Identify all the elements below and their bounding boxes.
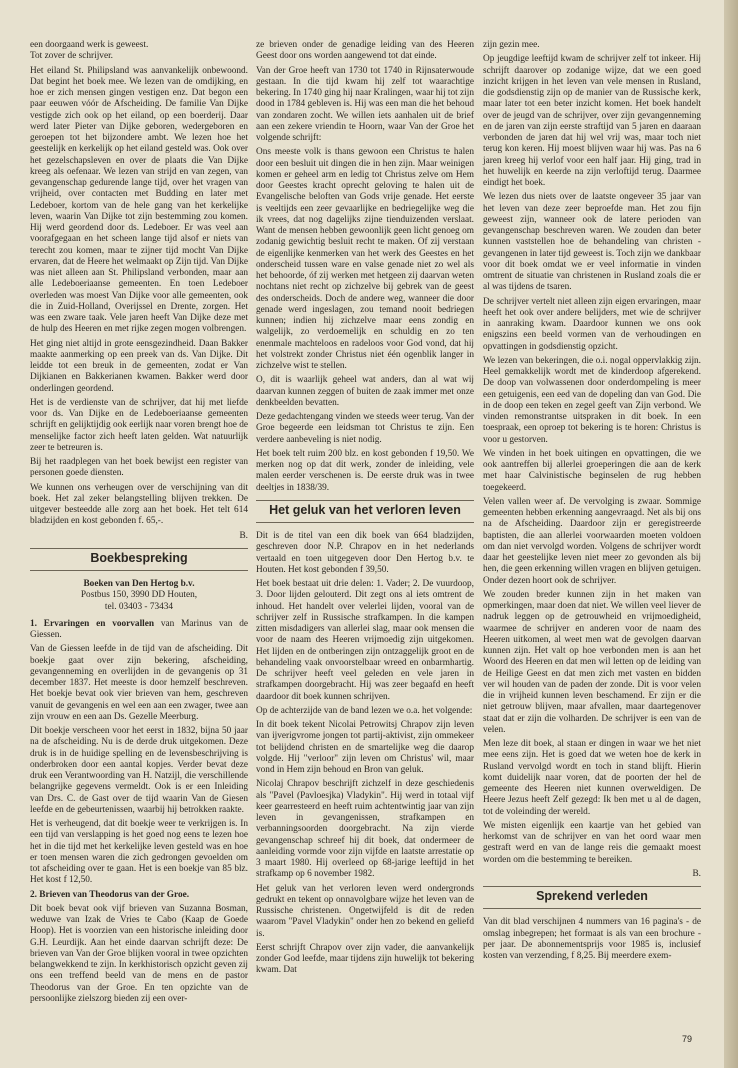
page-spine-edge: [724, 0, 738, 1068]
review-item-1-title: 1. Ervaringen en voorvallen: [30, 618, 155, 629]
paragraph: Van dit blad verschijnen 4 nummers van 16 pagina's - de omslag inbegrepen; het formaat is als van een brochure - per jaar. De abonnementsprijs voor 1985 is, inclusief kosten van verzending, f 8,25. Bij meerdere exem-: [483, 917, 701, 961]
publisher-address: Postbus 150, 3990 DD Houten,: [80, 590, 198, 601]
paragraph: ze brieven onder de genadige leiding van des Heeren Geest door ons worden aangewend tot dat einde.: [256, 40, 474, 62]
paragraph: We misten eigenlijk een kaartje van het gebied van herkomst van de schrijver en van het oord waar men gestraft werd en van de lange reis die gemaakt moest worden om die bestemming te bereiken.: [483, 820, 701, 865]
paragraph: Het geluk van het verloren leven werd ondergronds gedrukt en tekent op onnavolgbare wijze het leven van de Russische christenen. Ongetwijfeld is dit de reden waarom "Pavel Vladykin" onder hen zo bekend en geliefd is.: [256, 883, 474, 939]
review-item-1: [30, 619, 248, 642]
paragraph: Ons meeste volk is thans gewoon een Christus te halen door een besluit uit dingen die in hen zijn. Maar weinigen komen er geheel arm en ledig tot Christus zelve om Hem door Geestes kracht oprecht geloving te halen uit de Evangelische beloften van Gods vrije genade. Het eerste is veeltijds een zeer gevaarlijke en bedriegelijke weg die ik vrees, dat nog dagelijks zijne tienduizenden verslaat. Want de mensen hebben gewoonlijk geen licht genoeg om zodanig gewichtig besluit recht te maken. Of zij verstaan de eigenlijke kenmerken van het werk des Geestes en het onderscheid tussen ware en valse genade niet zo wel als het behoorde, óf zij werken met hetgeen zij daarvan weten nochtans niet recht op zichzelve bij gebrek van de geest des onderscheids. Doch de andere weg, wanneer die door genade werd ingeslagen, zou temand nooit bedriegen kunnen; indien hij zichzelve maar eens zondig en walgelijk, zo verdoemelijk en schuldig en zo ten enenmale machteloos en radeloos voor God vond, dat hij het volstrekt zonder Christus niet één ogenblik langer in zichzelve wist te stellen.: [256, 147, 474, 371]
paragraph: Dit boek bevat ook vijf brieven van Suzanna Bosman, weduwe van Izak de Vries te Cabo (Kaap de Goede Hoop). Het is voorzien van een historische inleiding door G.H. Leurdijk. Aan het einde daarvan schrijft deze: De brieven van Van der Groe blijken vooral in twee opzichten belangwekkend te zijn. In kerkhistorisch opzicht geven zij ons een treffend beeld van de mens en de pastor Theodorus van der Groe. En ten opzichte van de persoonlijke zielszorg bieden zij een over-: [30, 903, 248, 1004]
review-item-2: [30, 890, 248, 901]
paragraph: Het boek bestaat uit drie delen: 1. Vader; 2. De vuurdoop, 3. Door lijden gelouterd. Dit zegt ons al iets omtrent de inhoud. Het handelt over velerlei lijden, vooral van de schrijver zelf in Russische strafkampen. In die kampen zitten misdadigers van allerlei slag, maar ook mensen die voor de naam des Heeren vrijmoedig zijn uitgekomen. Het lijden en de ontberingen zijn ontzaggelijk groot en de behandeling vaak onvoorstelbaar wreed en onbarmhartig. De schrijver heeft veel geleden en vele jaren in strafkampen doorgebracht. Hij was zeer begaafd en heeft daardoor dit boek kunnen schrijven.: [256, 579, 474, 702]
paragraph: Dit is de titel van een dik boek van 664 bladzijden, geschreven door N.P. Chrapov en in het nederlands vertaald en toen uitgegeven door Den Hertog b.v. te Houten. Het kost gebonden f 39,50.: [256, 531, 474, 575]
paragraph: Het ging niet altijd in grote eensgezindheid. Daan Bakker maakte aanmerking op een preek van ds. Van Dijke. Dit leidde tot een breuk in de gemeenten, zodat er Van Dijkianen en Bakkerianen kwamen. Bakker werd door onderlingen geordend.: [30, 338, 248, 394]
paragraph: We kunnen ons verheugen over de verschijning van dit boek. Het zal zeker belangstelling blijven trekken. De uitgever besteedde alle zorg aan het boek. Het telt 614 bladzijden en kost gebonden f. 65,-.: [30, 482, 248, 527]
signature: B.: [692, 868, 701, 879]
paragraph: O, dit is waarlijk geheel wat anders, dan al wat wij daarvan kunnen zeggen of buiten de zaak immer met onze denkbeelden bevatten.: [256, 375, 474, 408]
paragraph: een doorgaand werk is geweest. Tot zover de schrijver.: [30, 40, 149, 62]
paragraph: Van der Groe heeft van 1730 tot 1740 in Rijnsaterwoude gestaan. In die tijd kwam hij zelf tot waarachtige bekering. In 1740 ging hij naar Kralingen, waar hij tot zijn dood in 1784 gebleven is. Hij was een man die het behoud van zondaren zocht. We willen iets aanhalen uit de brief aan een zekere vriendin te Hoorn, waar Van der Groe het volgende schrijft:: [256, 65, 474, 143]
paragraph: We lezen dus niets over de laatste ongeveer 35 jaar van het leven van deze zeer beproefde man. Het zou fijn geweest zijn, wanneer ook de latere perioden van gevangenschap beschreven waren. We zouden dan beter kunnen vaststellen hoe de behandeling van christen - gevangenen in later tijd geweest is. Toch zijn we dankbaar voor dit boek omdat we er veel informatie in vinden omtrent de situatie van christenen in Rusland zoals die er al was tijdens de tsaren.: [483, 192, 701, 293]
paragraph: Het is verheugend, dat dit boekje weer te verkrijgen is. In een tijd van verslapping is het goed nog eens te lezen hoe het in die tijd met het kerkelijke leven gesteld was en hoe er toen mensen waren die zich gedrongen gevoelden om tot afscheiding over te gaan. Het is een boekje van 85 blz. Het kost f 12,50.: [30, 819, 248, 886]
paragraph: Het is de verdienste van de schrijver, dat hij met liefde voor ds. Van Dijke en de Ledeboeriaanse gemeenten schrijft en gelijktijdig ook eerlijk naar voren brengt hoe de menselijke factor zich heeft laten gelden. Wat natuurlijk zeer te betreuren is.: [30, 397, 248, 453]
paragraph: Op jeugdige leeftijd kwam de schrijver zelf tot inkeer. Hij schrijft daarover op zodanige wijze, dat we een goed inzicht krijgen in het leven van vele mensen in Rusland, die godsdienstig zijn op de manier van de Russische kerk, maar later tot een beter inzicht komen. Het boek handelt over de jeugd van de schrijver, over zijn gevangenneming en de jaren van zijn eerste straftijd van 5 jaren en daaraan verbonden de jaren dat hij wel vrij was, maar toch niet terug kon keren. Hij moest blijven waar hij was. Pas na 6 jaren kreeg hij verlof voor een half jaar. Hij ging, trad in het huwelijk en keerde na zijn verloftijd terug. Daarmee eindigt het boek.: [483, 54, 701, 188]
signature: B.: [239, 530, 248, 541]
column-middle: [256, 40, 474, 980]
paragraph: Eerst schrijft Chrapov over zijn vader, die aanvankelijk zonder God leefde, maar tijdens zijn huwelijk tot bekering kwam. Dat: [256, 942, 474, 976]
section-title-boekbespreking: Boekbespreking: [30, 548, 248, 571]
paragraph: De schrijver vertelt niet alleen zijn eigen ervaringen, maar heeft het ook over andere belijders, met wie de schrijver in aanraking kwam. Daardoor kunnen we ons ook enigszins een beeld vormen van de verhoudingen en opvattingen in godsdienstig opzicht.: [483, 296, 701, 352]
paragraph: Het boek telt ruim 200 blz. en kost gebonden f 19,50. We merken nog op dat dit werk, zonder de inleiding, vele malen eerder verschenen is. De eerste druk was in twee deeltjes in 1838/39.: [256, 448, 474, 493]
paragraph: Dit boekje verscheen voor het eerst in 1832, bijna 50 jaar na de afscheiding. Nu is de derde druk uitgekomen. Deze druk is in de huidige spelling en de levensbeschrijving is onderbroken door een aantal kopjes. Verder bevat deze druk een Verantwoording van H. Natzijl, die verschillende belangrijke gegevens vermeldt. Ook is er een Inleiding van Drs. C. de Gast over de tijd waarin Van de Giesen leefde en de gebeurtenissen, waarbij hij betrokken raakte.: [30, 726, 248, 815]
review-item-2-title: 2. Brieven van Theodorus van der Groe.: [30, 889, 190, 900]
column-left: [30, 40, 248, 1008]
section-title-sprekend-verleden: Sprekend verleden: [483, 886, 701, 909]
publisher-block: [30, 579, 248, 613]
paragraph: Bij het raadplegen van het boek bewijst een register van personen goede diensten.: [30, 457, 248, 479]
publisher-phone: tel. 03403 - 73434: [104, 601, 174, 612]
paragraph: zijn gezin mee.: [483, 40, 540, 50]
page-number: 79: [681, 1034, 692, 1044]
publisher-name: Boeken van Den Hertog b.v.: [83, 579, 195, 589]
paragraph: Van de Giessen leefde in de tijd van de afscheiding. Dit boekje gaat over zijn bekering, afscheiding, gevangenneming en overlijden in de gevangenis op 31 december 1837. Het meeste is door hemzelf beschreven. Het boekje bevat ook vier brieven van hem, geschreven vanuit de gevangenis en wel een aan een zwager, twee aan zijn vrouw en een aan Ds. Gezelle Meerburg.: [30, 644, 248, 722]
section-title-geluk: Het geluk van het verloren leven: [256, 500, 474, 523]
paragraph: We zouden breder kunnen zijn in het maken van opmerkingen, maar doen dat niet. We willen veel liever de nadruk leggen op de getrouwheid en vrijmoedigheid, waarmee de schrijver en anderen voor de naam des Heeren uitkomen, al weet men wat de gevolgen daarvan kunnen zijn. Het valt op hoe verbonden men is aan het Woord des Heeren en dat men wil letten op de leiding van de Heilige Geest en dat men zich met vasten en bidden ver wil houden van de paden der zonde. Dit is voor velen die in vrijheid kunnen leven beschamend. Er zijn er die niet getrouw blijven, maar afvallen, maar daartegenover staat dat er zijn die volharden. De schrijver is een van de velen.: [483, 589, 701, 735]
review-item-1-author: van Marinus van de Giessen.: [30, 618, 248, 640]
paragraph: Deze gedachtengang vinden we steeds weer terug. Van der Groe begeerde een leidsman tot Christus te zijn. Een verdere aanbeveling is niet nodig.: [256, 412, 474, 445]
paragraph: We vinden in het boek uitingen en opvattingen, die we ook aantreffen bij allerlei groeperingen die aan de kerk met haar Calvinistische beginselen de rug hebben toegekeerd.: [483, 448, 701, 493]
column-right: [483, 40, 701, 965]
paragraph: Nicolaj Chrapov beschrijft zichzelf in deze geschiedenis als "Pavel (Pavloesjka) Vladykin". Hij werd in totaal vijf keer gearresteerd en heeft ruim achtentwintig jaar van zijn leven in gevangenissen, strafkampen en verbanningsoorden doorgebracht. Na zijn vierde gevangenschap schreef hij dit boek, dat ondermeer de aanleiding vormde voor zijn vijfde en laatste arrestatie op 3 maart 1980. Hij overleed op 68-jarige leeftijd in het strafkamp op 6 november 1982.: [256, 779, 474, 880]
paragraph: We lezen van bekeringen, die o.i. nogal oppervlakkig zijn. Heel gemakkelijk wordt met de kinderdoop afgerekend. De doop van volwassenen door onderdompeling is meer een getuigenis, een eed van de dopeling dan van God. Die in de doop een teken en zegel geeft van Zijn verbond. We vinden remonstrantse uitspraken in dit boek. In een toespraak, een oproep tot bekering is te horen: Christus is voor u gestorven.: [483, 355, 701, 445]
paragraph: Velen vallen weer af. De vervolging is zwaar. Sommige gemeenten hebben erkenning aangevraagd. Net als bij ons na de Afscheiding. Daardoor zijn er geregistreerde baptisten, die aan allerlei voorwaarden moeten voldoen om dan niet vervolgd worden. Volgens de schrijver wordt daar het geestelijke leven niet meer zo gevonden als bij hen, die geen erkenning willen vragen en blijven getuigen. Onder dezen hoort ook de schrijver.: [483, 496, 701, 586]
paragraph: Op de achterzijde van de band lezen we o.a. het volgende:: [256, 705, 473, 716]
paragraph: Men leze dit boek, al staan er dingen in waar we het niet mee eens zijn. Het is goed dat we weten hoe de kerk in Rusland vervolgd wordt en toch in stand blijft. Hierin komt duidelijk naar voren, dat de poorten der hel de gemeente des Heeren niet kunnen overweldigen. De Heere Jezus heeft Zelf gezegd: Ik ben met u al de dagen, tot de voleinding der wereld.: [483, 739, 701, 817]
paragraph: Het eiland St. Philipsland was aanvankelijk onbewoond. Dat begint het boek mee. We lezen van de omdijking, en hoe er zich mensen gingen vestigen enz. Dat begon een paar eeuwen vóór de Afscheiding. De familie Van Dijke vestigde zich ook op het eiland, op een boerderij. Daar werd later Pieter van Dijke geboren, wedergeboren en geroepen tot het bijzondere ambt. We lezen hoe het geestelijk en kerkelijk op het eiland gesteld was. Ook over het gezelschapsleven en over de plaats die Van Dijke kreeg als oefenaar. We lezen van strijd en van zegen, van gevangenschap gedurende lange tijd, over het vragen van vrijheid, over contacten met Budding en later met Ledeboer, kortom van de hele gang van het kerkelijke leven, waarin Van Dijke tot zijn bestemming zou komen. Hij werd geordend door ds. Ledeboer. Er was veel aan voorafgegaan en het scheen lange tijd alsof er niets van terecht zou komen, maar te zijner tijd mocht Van Dijke ervaren, dat de Heere het welmaakt op Zijn tijd. Van Dijke was niet alleen aan St. Philipsland verbonden, maar aan alle Ledeboeriaanse gemeenten. En toen Ledeboer overleden was moest Van Dijke voor alle gemeenten, ook die in Zuid-Holland, Overijssel en Drente, zorgen. Het was een zware taak. Vele jaren heeft Van Dijke deze met de hulp des Heeren en met rijke zegen mogen volbrengen.: [30, 65, 248, 335]
paragraph: In dit boek tekent Nicolai Petrowitsj Chrapov zijn leven van ijverigvrome jongen tot partij-aktivist, zijn ommekeer tot belijdend christen en de smartelijke weg die daarop volgde. Hij "verloor" zijn leven om Christus' wil, maar vond in Hem zijn behoud en Bron van geluk.: [256, 720, 474, 775]
